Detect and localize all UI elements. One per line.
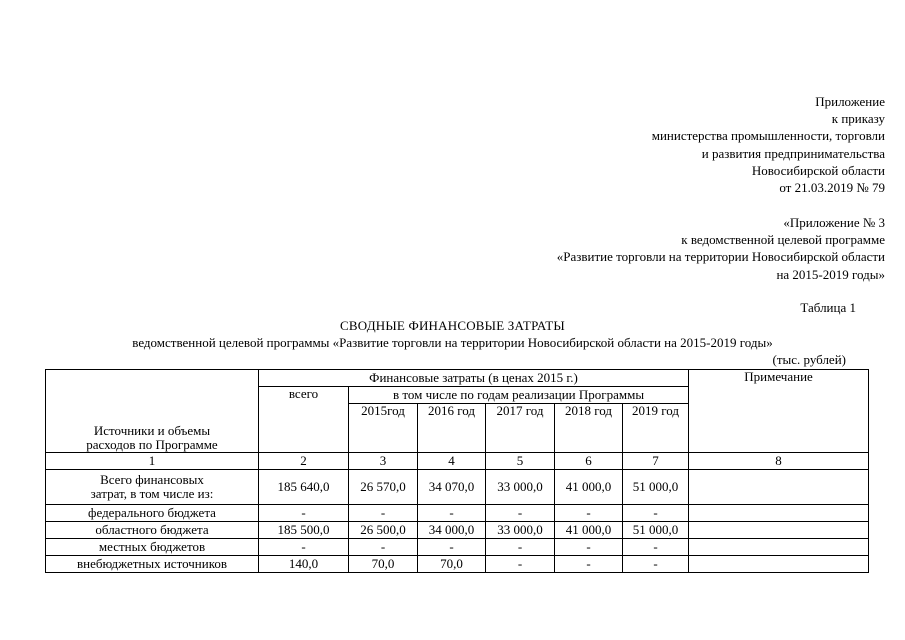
column-number: 4 xyxy=(418,453,486,470)
year-header: 2015год xyxy=(349,404,418,453)
approval-line: Новосибирской области xyxy=(751,162,885,178)
column-number: 1 xyxy=(46,453,259,470)
approval-line: к приказу xyxy=(831,111,885,127)
approval-line: и развития предпринимательства xyxy=(701,145,885,161)
cell-note xyxy=(689,539,869,556)
sources-header-line: Источники и объемы xyxy=(93,423,211,438)
cell-2015: - xyxy=(349,505,418,522)
cell-2018: - xyxy=(555,539,623,556)
cell-2019: - xyxy=(623,539,689,556)
column-number: 8 xyxy=(689,453,869,470)
row-label: федерального бюджета xyxy=(46,505,259,522)
table-row xyxy=(46,470,869,505)
cell-2019: 51 000,0 xyxy=(623,522,689,539)
cell-2019: - xyxy=(623,505,689,522)
cell-2017: 33 000,0 xyxy=(486,522,555,539)
column-number: 3 xyxy=(349,453,418,470)
document-title: СВОДНЫЕ ФИНАНСОВЫЕ ЗАТРАТЫ xyxy=(340,318,565,333)
cell-2017: - xyxy=(486,556,555,573)
cell-2016: - xyxy=(418,505,486,522)
cell-2016: 70,0 xyxy=(418,556,486,573)
table-row xyxy=(46,522,869,539)
cell-note xyxy=(689,522,869,539)
appendix-line: к ведомственной целевой программе xyxy=(681,232,885,248)
cell-2015: 26 500,0 xyxy=(349,522,418,539)
cell-total: 140,0 xyxy=(259,556,349,573)
row-label: внебюджетных источников xyxy=(46,556,259,573)
appendix-line: «Развитие торговли на территории Новосибирской области xyxy=(556,249,885,265)
cell-2017: 33 000,0 xyxy=(486,470,555,505)
year-header: 2017 год xyxy=(486,404,555,453)
row-label xyxy=(46,470,259,505)
year-header: 2019 год xyxy=(623,404,689,453)
cell-2017: - xyxy=(486,539,555,556)
table-label: Таблица 1 xyxy=(800,300,856,315)
cell-2016: 34 000,0 xyxy=(418,522,486,539)
cell-total: 185 640,0 xyxy=(259,470,349,505)
appendix-line: «Приложение № 3 xyxy=(783,215,885,230)
cell-2018: - xyxy=(555,556,623,573)
sources-header-line: расходов по Программе xyxy=(86,437,218,452)
total-header: всего xyxy=(259,387,349,453)
cell-2015: - xyxy=(349,539,418,556)
row-label: местных бюджетов xyxy=(46,539,259,556)
fin-costs-header: Финансовые затраты (в ценах 2015 г.) xyxy=(259,370,689,387)
cell-2018: - xyxy=(555,505,623,522)
financial-costs-table xyxy=(45,369,869,573)
sources-header xyxy=(46,370,259,453)
cell-total: - xyxy=(259,505,349,522)
cell-2018: 41 000,0 xyxy=(555,470,623,505)
column-number: 7 xyxy=(623,453,689,470)
units-label: (тыс. рублей) xyxy=(772,352,846,367)
cell-total: - xyxy=(259,539,349,556)
table-row xyxy=(46,556,869,573)
cell-2015: 70,0 xyxy=(349,556,418,573)
year-header: 2018 год xyxy=(555,404,623,453)
approval-line: Приложение xyxy=(815,94,885,109)
column-number: 2 xyxy=(259,453,349,470)
appendix-block xyxy=(557,214,885,283)
cell-2016: 34 070,0 xyxy=(418,470,486,505)
approval-block xyxy=(652,93,885,196)
approval-line: министерства промышленности, торговли xyxy=(651,128,885,144)
column-number: 6 xyxy=(555,453,623,470)
note-header: Примечание xyxy=(689,370,869,453)
row-label-line: затрат, в том числе из: xyxy=(90,486,214,501)
cell-note xyxy=(689,556,869,573)
document-subtitle: ведомственной целевой программы «Развитие торговли на территории Новосибирской области на 2015-2019 годы» xyxy=(132,335,773,350)
column-number: 5 xyxy=(486,453,555,470)
appendix-line: на 2015-2019 годы» xyxy=(776,266,885,282)
cell-2019: 51 000,0 xyxy=(623,470,689,505)
by-years-header: в том числе по годам реализации Программы xyxy=(349,387,689,404)
cell-2017: - xyxy=(486,505,555,522)
cell-2015: 26 570,0 xyxy=(349,470,418,505)
cell-note xyxy=(689,505,869,522)
cell-2019: - xyxy=(623,556,689,573)
year-header: 2016 год xyxy=(418,404,486,453)
table-row xyxy=(46,539,869,556)
approval-line: от 21.03.2019 № 79 xyxy=(779,180,885,196)
row-label: областного бюджета xyxy=(46,522,259,539)
cell-2016: - xyxy=(418,539,486,556)
cell-2018: 41 000,0 xyxy=(555,522,623,539)
cell-note xyxy=(689,470,869,505)
table-row xyxy=(46,505,869,522)
cell-total: 185 500,0 xyxy=(259,522,349,539)
row-label-line: Всего финансовых xyxy=(100,472,204,487)
